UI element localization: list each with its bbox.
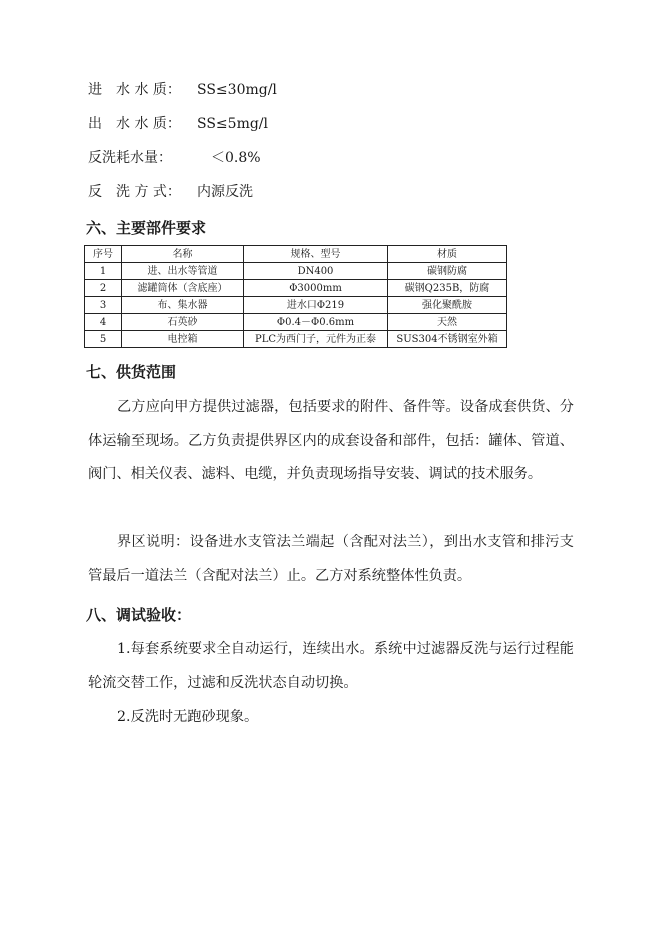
spec-value: SS≤30mg/l (197, 82, 277, 98)
cell-spec: Φ3000mm (244, 280, 388, 297)
cell-name: 布、集水器 (122, 297, 244, 314)
spec-label: 进 水 水 质： (88, 82, 181, 98)
header-cell-material: 材质 (388, 246, 507, 263)
spec-label: 反 洗 方 式： (88, 184, 181, 200)
table-row (85, 297, 507, 314)
cell-spec: PLC为西门子，元件为正泰 (244, 331, 388, 348)
spec-value: SS≤5mg/l (197, 116, 269, 132)
table-row (85, 263, 507, 280)
table-row (85, 280, 507, 297)
cell-name: 石英砂 (122, 314, 244, 331)
cell-name: 电控箱 (122, 331, 244, 348)
cell-material: 碳钢防腐 (388, 263, 507, 280)
cell-index: 5 (85, 331, 122, 348)
spec-line-inlet-quality (88, 81, 277, 99)
paragraph-auto-operation: 1.每套系统要求全自动运行，连续出水。系统中过滤器反洗与运行过程能轮流交替工作，过滤和反洗状态自动切换。 (88, 641, 574, 691)
cell-index: 3 (85, 297, 122, 314)
spec-label: 反洗耗水量： (88, 150, 172, 166)
spec-value: ＜0.8% (197, 150, 261, 166)
cell-name: 进、出水等管道 (122, 263, 244, 280)
components-table (84, 245, 507, 348)
section-heading-components: 六、主要部件要求 (86, 219, 207, 237)
cell-material: SUS304不锈钢室外箱 (388, 331, 507, 348)
cell-name: 滤罐筒体（含底座） (122, 280, 244, 297)
spec-line-outlet-quality (88, 115, 268, 133)
cell-material: 天然 (388, 314, 507, 331)
spec-label: 出 水 水 质： (88, 116, 181, 132)
paragraph-boundary: 界区说明：设备进水支管法兰端起（含配对法兰），到出水支管和排污支管最后一道法兰（含配对法兰）止。乙方对系统整体性负责。 (88, 534, 574, 584)
header-cell-index: 序号 (85, 246, 122, 263)
table-row (85, 314, 507, 331)
paragraph-no-sand-loss: 2.反洗时无跑砂现象。 (117, 709, 259, 725)
cell-spec: Φ0.4－Φ0.6mm (244, 314, 388, 331)
spec-line-backwash-method (88, 183, 253, 201)
table-header-row (85, 246, 507, 263)
section-heading-commissioning: 八、调试验收： (86, 606, 192, 624)
cell-material: 强化聚酰胺 (388, 297, 507, 314)
spec-value: 内源反洗 (197, 184, 253, 200)
spec-line-backwash-water (88, 149, 261, 167)
cell-index: 1 (85, 263, 122, 280)
header-cell-spec: 规格、型号 (244, 246, 388, 263)
table-row (85, 331, 507, 348)
paragraph-supply-scope: 乙方应向甲方提供过滤器，包括要求的附件、备件等。设备成套供货、分体运输至现场。乙方负责提供界区内的成套设备和部件，包括：罐体、管道、阀门、相关仪表、滤料、电缆，并负责现场指导安装、调试的技术服务。 (88, 399, 574, 482)
section-heading-supply-scope: 七、供货范围 (86, 363, 177, 381)
cell-index: 4 (85, 314, 122, 331)
cell-spec: DN400 (244, 263, 388, 280)
cell-material: 碳钢Q235B，防腐 (388, 280, 507, 297)
cell-index: 2 (85, 280, 122, 297)
header-cell-name: 名称 (122, 246, 244, 263)
cell-spec: 进水口Φ219 (244, 297, 388, 314)
